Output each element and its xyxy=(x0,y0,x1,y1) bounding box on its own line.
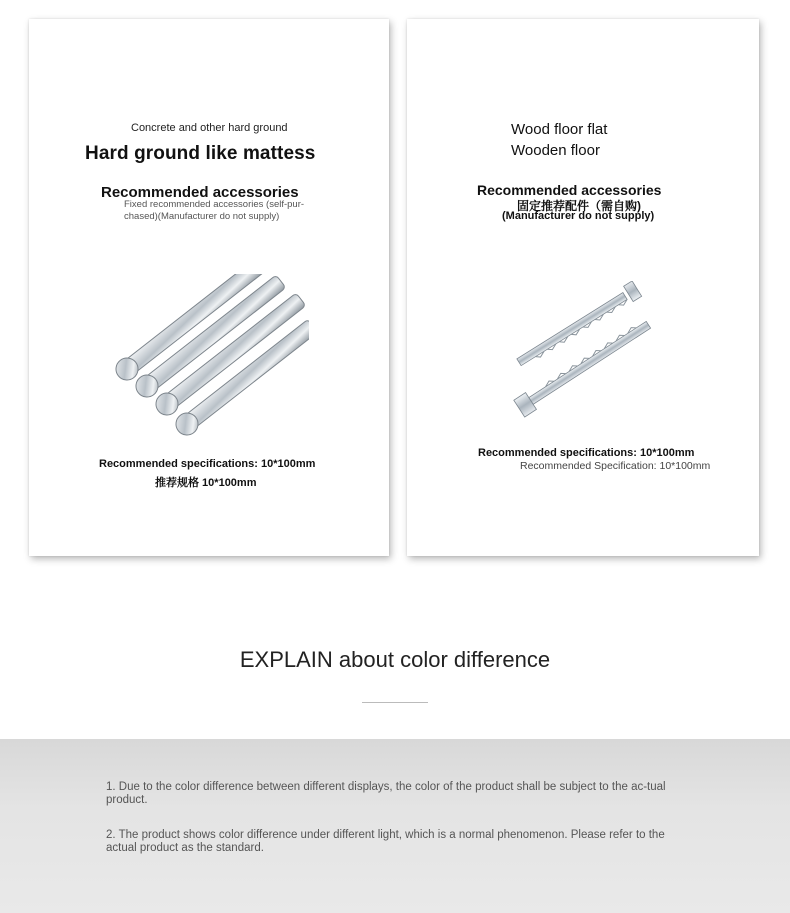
wood-screws-icon xyxy=(495,281,665,426)
note-item: 1. Due to the color difference between different displays, the color of the product shall be subject to the ac-tual product. xyxy=(106,781,666,806)
manufacturer-note: (Manufacturer do not supply) xyxy=(502,210,655,222)
spec-label-cn: 推荐规格 10*100mm xyxy=(155,477,257,489)
wood-floor-card xyxy=(407,19,759,556)
explain-heading: EXPLAIN about color difference xyxy=(239,647,551,672)
recommended-heading: Recommended accessories xyxy=(477,182,662,198)
spec-label: Recommended specifications: 10*100mm xyxy=(478,447,695,459)
floor-type-line-2: Wooden floor xyxy=(511,142,600,159)
hard-ground-card xyxy=(29,19,389,556)
fixed-accessories-note: Fixed recommended accessories (self-pur-chased)(Manufacturer do not supply) xyxy=(124,199,305,222)
expansion-bolts-icon xyxy=(99,274,309,444)
note-item: 2. The product shows color difference under different light, which is a normal phenomenon. Please refer to the actual product as the standard. xyxy=(106,829,665,854)
divider xyxy=(362,702,428,703)
card-subtitle: Concrete and other hard ground xyxy=(131,122,288,134)
spec-label: Recommended specifications: 10*100mm xyxy=(99,458,316,470)
card-title: Hard ground like mattess xyxy=(85,143,316,164)
recommended-heading: Recommended accessories xyxy=(101,184,299,201)
color-notes-panel xyxy=(0,739,790,913)
spec-label-secondary: Recommended Specification: 10*100mm xyxy=(520,460,711,472)
floor-type-line-1: Wood floor flat xyxy=(511,121,608,138)
recommended-heading-cn: 固定推荐配件（需自购) xyxy=(517,199,641,213)
